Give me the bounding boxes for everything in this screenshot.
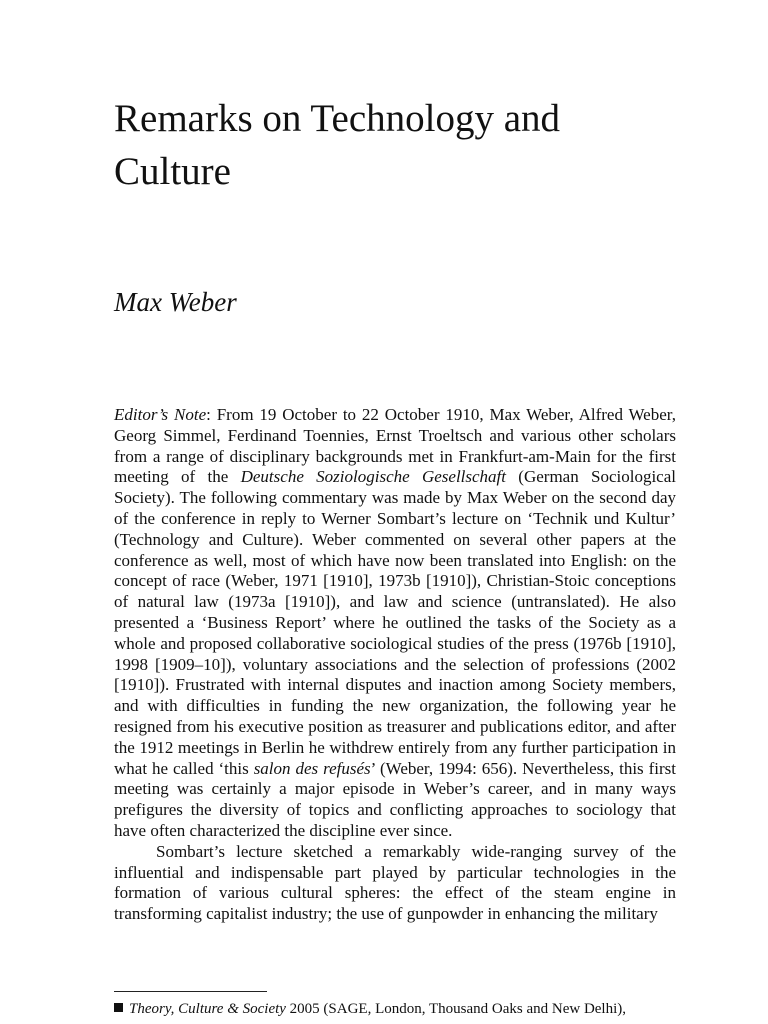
editors-note-paragraph <box>114 405 676 842</box>
square-bullet-icon <box>114 1003 123 1012</box>
article-title: Remarks on Technology and Culture <box>114 97 561 193</box>
body-paragraph-2: Sombart’s lecture sketched a remarkably wide-ranging survey of the influential and indispensable part played by particular technologies in the formation of various cultural spheres: the effect of the steam engine in transforming capitalist industry; the use of gunpowder in enhancing the military <box>114 841 676 924</box>
article-author: Max Weber <box>114 287 237 317</box>
editors-note-label: Editor’s Note <box>114 405 207 424</box>
article-body <box>114 405 676 925</box>
editors-note-text-2: (German Sociological Society). The following commentary was made by Max Weber on the second day of the conference in reply to Werner Sombart’s lecture on ‘Technik und Kultur’ (Technology and Culture). Weber commented on several other papers at the conference as well, most of which have now been translated into English: on the concept of race (Weber, 1971 [1910], 1973b [1910]), Christian-Stoic conceptions of natural law (1973a [1910]), and law and science (untranslated). He also presented a ‘Business Report’ where he outlined the tasks of the Society as a whole and proposed collaborative sociological studies of the press (1976b [1910], 1998 [1909–10]), voluntary associations and the selection of professions (2002 [1910]). Frustrated with internal disputes and inaction among Society members, and with difficulties in funding the new organization, the following year he resigned from his executive position as treasurer and publications editor, and after the 1912 meetings in Berlin he withdrew entirely from any further participation in what he called ‘this <box>114 467 676 778</box>
salon-phrase: salon des refusés <box>253 758 371 778</box>
editors-note-text-1: : From 19 October to 22 October 1910, Max Weber, Alfred Weber, Georg Simmel, Ferdinand Toennies, Ernst Troeltsch and various other scholars from a range of disciplinary backgrounds met in Frankfurt-am-Main for the first meeting of the <box>114 405 676 487</box>
journal-footer <box>114 1000 714 1019</box>
editors-note-text-3: ’ (Weber, 1994: 656). Nevertheless, this first meeting was certainly a major episode in Weber’s career, and in many ways prefigures the diversity of topics and conflicting approaches to sociology that have often characterized the discipline ever since. <box>114 758 676 840</box>
journal-name: Theory, Culture & Society <box>129 1001 286 1017</box>
journal-details: 2005 (SAGE, London, Thousand Oaks and New Delhi), <box>285 1001 627 1017</box>
society-german-name: Deutsche Soziologische Gesellschaft <box>240 467 506 487</box>
footnote-divider <box>114 991 267 992</box>
